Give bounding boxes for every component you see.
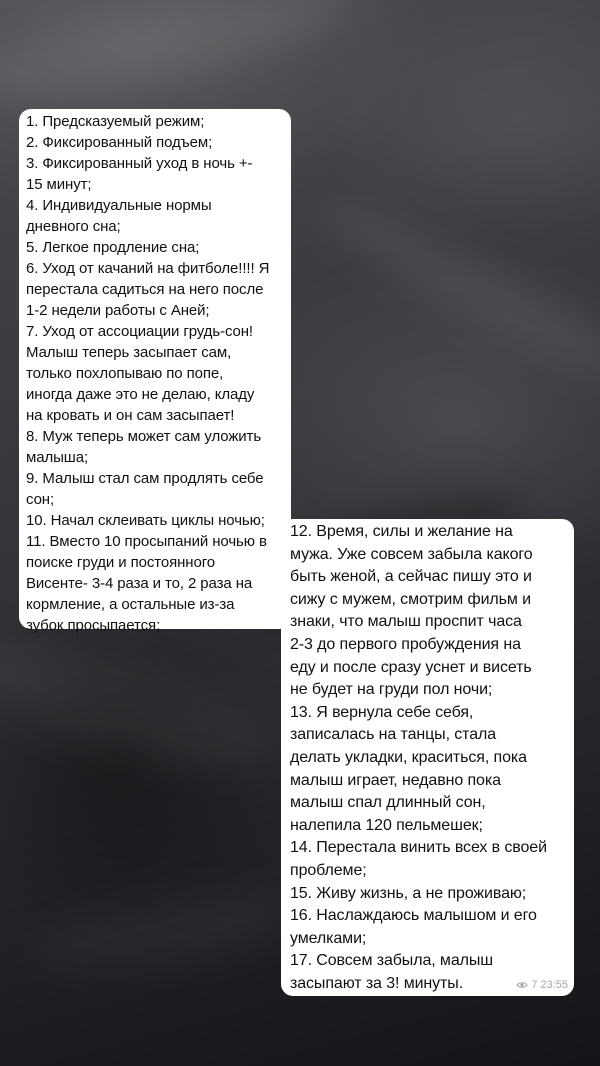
message-line: 1. Предсказуемый режим; xyxy=(26,113,205,130)
wallpaper-fold xyxy=(0,0,363,123)
message-line: 6. Уход от качаний на фитболе!!!! Я xyxy=(26,260,270,277)
message-line: на кровать и он сам засыпает! xyxy=(26,407,235,424)
message-line: 13. Я вернула себе себя, xyxy=(290,703,474,721)
message-line: 8. Муж теперь может сам уложить xyxy=(26,428,262,445)
message-line: дневного сна; xyxy=(26,218,121,235)
message-line: налепила 120 пельмешек; xyxy=(290,816,483,834)
message-line: малыша; xyxy=(26,449,89,466)
message-line: 9. Малыш стал сам продлять себе xyxy=(26,470,264,487)
message-bubble-1[interactable] xyxy=(19,109,291,634)
message-line: записалась на танцы, стала xyxy=(290,726,497,744)
message-line: Малыш теперь засыпает сам, xyxy=(26,344,232,361)
message-line: 2. Фиксированный подъем; xyxy=(26,134,213,151)
view-count: 7 xyxy=(531,979,538,991)
message-line: знаки, что малыш проспит часа xyxy=(290,613,522,631)
message-line: 17. Совсем забыла, малыш xyxy=(290,952,493,970)
message-line: сижу с мужем, смотрим фильм и xyxy=(290,590,531,608)
eye-icon xyxy=(516,981,528,989)
message-text xyxy=(26,111,285,636)
message-line: Висенте- 3-4 раза и то, 2 раза на xyxy=(26,575,253,592)
message-line: проблеме; xyxy=(290,861,367,879)
message-line: 11. Вместо 10 просыпаний ночью в xyxy=(26,533,267,550)
message-line: малыш спал длинный сон, xyxy=(290,794,486,812)
message-bubble-2[interactable] xyxy=(281,519,574,996)
message-line: зубок просыпается; xyxy=(26,617,161,634)
message-line: иногда даже это не делаю, кладу xyxy=(26,386,255,403)
message-line: еду и после сразу уснет и висеть xyxy=(290,658,532,676)
message-line: умелками; xyxy=(290,929,367,947)
message-line: 7. Уход от ассоциации грудь-сон! xyxy=(26,323,254,340)
message-line: 5. Легкое продление сна; xyxy=(26,239,200,256)
message-line: засыпают за 3! минуты. xyxy=(290,974,464,992)
message-line: 14. Перестала винить всех в своей xyxy=(290,839,547,857)
message-line: не будет на груди пол ночи; xyxy=(290,681,493,699)
message-line: только похлопываю по попе, xyxy=(26,365,224,382)
message-line: мужа. Уже совсем забыла какого xyxy=(290,545,533,563)
message-line: 12. Время, силы и желание на xyxy=(290,523,513,540)
message-meta xyxy=(516,979,568,991)
message-line: кормление, а остальные из-за xyxy=(26,596,235,613)
message-time: 23:55 xyxy=(540,979,568,991)
wallpaper-fold xyxy=(0,620,286,790)
message-line: 15 минут; xyxy=(26,176,92,193)
message-text xyxy=(290,521,568,995)
message-line: делать укладки, краситься, пока xyxy=(290,748,527,766)
message-line: 10. Начал склеивать циклы ночью; xyxy=(26,512,265,529)
message-line: поиске груди и постоянного xyxy=(26,554,216,571)
message-line: сон; xyxy=(26,491,55,508)
message-line: 3. Фиксированный уход в ночь +- xyxy=(26,155,253,172)
message-line: 15. Живу жизнь, а не проживаю; xyxy=(290,884,527,902)
wallpaper-fold xyxy=(307,179,600,401)
message-line: 4. Индивидуальные нормы xyxy=(26,197,212,214)
wallpaper-fold xyxy=(37,882,303,978)
message-line: малыш играет, недавно пока xyxy=(290,771,501,789)
message-line: 16. Наслаждаюсь малышом и его xyxy=(290,907,537,925)
message-line: 2-3 до первого пробуждения на xyxy=(290,635,521,653)
message-line: 1-2 недели работы с Аней; xyxy=(26,302,210,319)
message-line: быть женой, а сейчас пишу это и xyxy=(290,568,532,586)
message-line: перестала садиться на него после xyxy=(26,281,264,298)
